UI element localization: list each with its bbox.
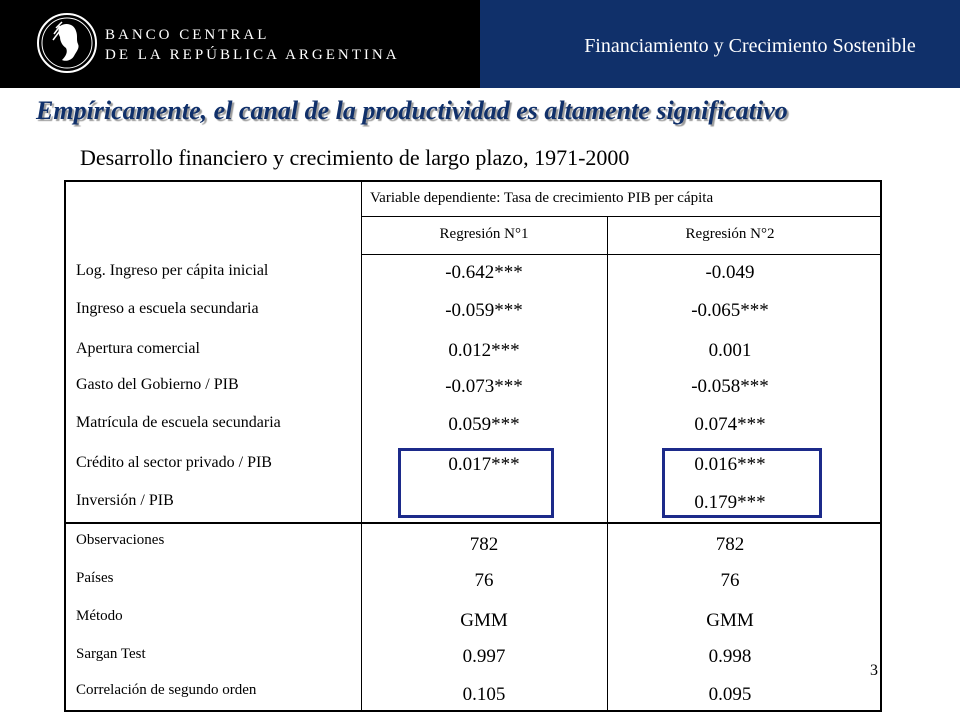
regression-2-value: -0.049 [705, 262, 755, 283]
regression-1-stat: 0.105 [462, 684, 506, 705]
page-number: 3 [870, 662, 878, 679]
column-header-regression-2: Regresión N°2 [685, 226, 775, 242]
regression-1-value: 0.017*** [448, 454, 520, 475]
stat-label: Correlación de segundo orden [76, 682, 257, 698]
regression-2-stat: 0.095 [708, 684, 752, 705]
regression-1-value: 0.059*** [448, 414, 520, 435]
stat-label: Países [76, 570, 114, 586]
regression-2-stat: 782 [715, 534, 745, 555]
table-divider [64, 522, 882, 524]
bank-emblem-icon [36, 12, 98, 74]
regression-2-value: 0.074*** [694, 414, 766, 435]
column-header-regression-1: Regresión N°1 [439, 226, 529, 242]
regression-2-stat: 76 [720, 570, 740, 591]
regression-2-value: 0.179*** [694, 492, 766, 513]
regression-2-value: -0.065*** [691, 300, 769, 321]
row-label: Inversión / PIB [76, 492, 174, 509]
regression-2-stat: 0.998 [708, 646, 752, 667]
regression-1-value: -0.059*** [445, 300, 523, 321]
regression-2-stat: GMM [706, 610, 754, 631]
regression-1-value: -0.073*** [445, 376, 523, 397]
bank-logo-area [0, 0, 480, 88]
table-divider [361, 216, 882, 217]
row-label: Apertura comercial [76, 340, 200, 357]
regression-1-stat: 782 [469, 534, 499, 555]
row-label: Ingreso a escuela secundaria [76, 300, 259, 317]
highlight-box-regression-2 [662, 448, 822, 518]
highlight-box-regression-1 [398, 448, 554, 518]
row-label: Matrícula de escuela secundaria [76, 414, 281, 431]
stat-label: Sargan Test [76, 646, 146, 662]
regression-1-stat: 0.997 [462, 646, 506, 667]
row-label: Crédito al sector privado / PIB [76, 454, 272, 471]
bank-name-line1: BANCO CENTRAL [105, 27, 270, 43]
stat-label: Método [76, 608, 123, 624]
regression-1-value: 0.012*** [448, 340, 520, 361]
regression-1-stat: GMM [460, 610, 508, 631]
stat-label: Observaciones [76, 532, 165, 548]
regression-1-value: -0.642*** [445, 262, 523, 283]
row-label: Log. Ingreso per cápita inicial [76, 262, 269, 279]
bank-name [105, 25, 400, 65]
regression-table [64, 180, 882, 712]
regression-2-value: -0.058*** [691, 376, 769, 397]
table-divider [361, 254, 882, 255]
regression-2-value: 0.016*** [694, 454, 766, 475]
regression-2-value: 0.001 [708, 340, 752, 361]
table-divider [361, 180, 362, 712]
slide-header [0, 0, 960, 88]
slide-title: Empíricamente, el canal de la productividad es altamente significativo [36, 96, 788, 125]
regression-1-stat: 76 [474, 570, 494, 591]
slide-subtitle: Desarrollo financiero y crecimiento de largo plazo, 1971-2000 [80, 145, 630, 170]
presentation-title: Financiamiento y Crecimiento Sostenible [584, 34, 916, 57]
dependent-variable-header: Variable dependiente: Tasa de crecimiento PIB per cápita [370, 190, 714, 206]
bank-name-line2: DE LA REPÚBLICA ARGENTINA [105, 47, 400, 63]
presentation-title-area [480, 0, 960, 88]
row-label: Gasto del Gobierno / PIB [76, 376, 239, 393]
